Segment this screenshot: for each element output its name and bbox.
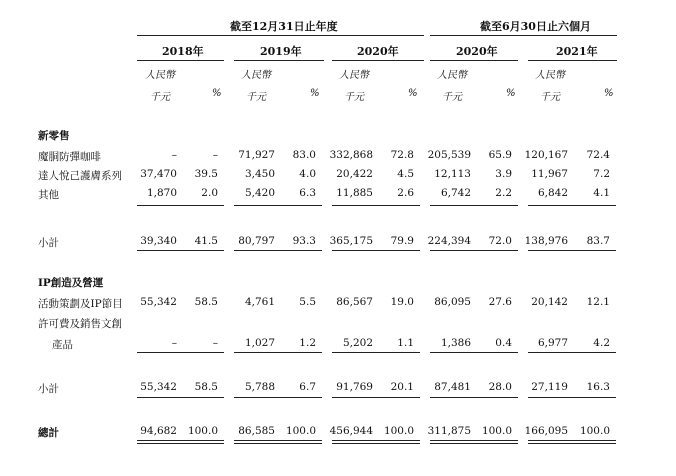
cell-r1-col5: 72.8 <box>390 149 414 161</box>
unit-rmb-2018: 人民幣 <box>145 70 175 81</box>
unit-rmb-2020-h1: 人民幣 <box>437 70 467 81</box>
cell-r3-col2: 5,420 <box>244 187 275 199</box>
cell-r4-col0: 39,340 <box>140 235 177 247</box>
cell-r6-col3: 1.2 <box>299 337 316 349</box>
year-underline-5 <box>528 60 617 61</box>
cell-r2-col6: 12,113 <box>434 168 471 180</box>
cell-r2-col3: 4.0 <box>299 168 316 180</box>
rule-total-double-2-0 <box>137 443 224 444</box>
unit-percent-2018: % <box>212 88 222 99</box>
unit-thousand-2020: 千元 <box>344 92 364 103</box>
row-label-skincare: 達人悅己護膚系列 <box>38 170 122 182</box>
unit-rmb-2020: 人民幣 <box>339 70 369 81</box>
unit-percent-2021-h1: % <box>604 88 614 99</box>
cell-r1-col8: 120,167 <box>524 149 568 161</box>
rule-before-subtotal-retail-3 <box>430 205 518 206</box>
year-underline-2 <box>234 60 324 61</box>
rule-after-subtotal-ip-4 <box>528 397 616 398</box>
cell-r2-col0: 37,470 <box>140 168 177 180</box>
rule-total-double-2-3 <box>430 443 518 444</box>
cell-r4-col5: 79.9 <box>390 235 414 247</box>
header-year-end: 截至12月31日止年度 <box>230 20 338 33</box>
year-header-2021-h1: 2021年 <box>556 45 598 58</box>
cell-r1-col3: 83.0 <box>292 149 316 161</box>
cell-r4-col6: 224,394 <box>427 235 471 247</box>
cell-r3-col4: 11,885 <box>336 187 373 199</box>
cell-r6-col6: 1,386 <box>440 337 471 349</box>
cell-r1-col2: 71,927 <box>238 149 275 161</box>
unit-thousand-2018: 千元 <box>150 92 170 103</box>
cell-r1-col4: 332,868 <box>329 149 373 161</box>
cell-r5-col3: 5.5 <box>299 296 316 308</box>
cell-r5-col8: 20,142 <box>531 296 568 308</box>
cell-r6-col2: 1,027 <box>244 337 275 349</box>
rule-before-subtotal-retail-0 <box>137 205 224 206</box>
unit-percent-2020-h1: % <box>506 88 516 99</box>
rule-before-subtotal-ip-1 <box>234 352 322 353</box>
row-label-subtotal-retail: 小計 <box>38 237 59 249</box>
cell-r3-col9: 4.1 <box>593 187 610 199</box>
cell-r3-col6: 6,742 <box>440 187 471 199</box>
header-six-months: 截至6月30日止六個月 <box>480 20 591 33</box>
rule-before-subtotal-ip-3 <box>430 352 518 353</box>
rule-after-subtotal-retail-1 <box>234 250 322 251</box>
rule-after-subtotal-retail-2 <box>332 250 420 251</box>
cell-r8-col1: 100.0 <box>187 425 218 437</box>
rule-total-double-2-2 <box>332 443 420 444</box>
cell-r4-col1: 41.5 <box>194 235 218 247</box>
cell-r1-col1: – <box>212 149 218 161</box>
cell-r4-col4: 365,175 <box>329 235 373 247</box>
row-label-license-fee-cont: 產品 <box>52 339 73 351</box>
cell-r6-col4: 5,202 <box>342 337 373 349</box>
cell-r4-col2: 80,797 <box>238 235 275 247</box>
year-underline-1 <box>137 60 224 61</box>
cell-r2-col2: 3,450 <box>244 168 275 180</box>
cell-r8-col9: 100.0 <box>579 425 610 437</box>
row-label-license-fee: 許可費及銷售文創 <box>38 318 122 330</box>
cell-r4-col8: 138,976 <box>524 235 568 247</box>
cell-r7-col9: 16.3 <box>586 381 610 393</box>
cell-r6-col9: 4.2 <box>593 337 610 349</box>
cell-r1-col9: 72.4 <box>586 149 610 161</box>
group-underline-six-months <box>430 35 617 36</box>
rule-total-double-1-2 <box>332 440 420 441</box>
cell-r5-col9: 12.1 <box>586 296 610 308</box>
cell-r7-col0: 55,342 <box>140 381 177 393</box>
cell-r5-col6: 86,095 <box>434 296 471 308</box>
rule-total-double-1-1 <box>234 440 322 441</box>
cell-r5-col0: 55,342 <box>140 296 177 308</box>
cell-r4-col3: 93.3 <box>292 235 316 247</box>
unit-percent-2019: % <box>310 88 320 99</box>
cell-r3-col0: 1,870 <box>146 187 177 199</box>
rule-total-double-1-3 <box>430 440 518 441</box>
rule-before-subtotal-retail-1 <box>234 205 322 206</box>
cell-r8-col8: 166,095 <box>524 425 568 437</box>
rule-total-double-2-4 <box>528 443 616 444</box>
row-label-others: 其他 <box>38 189 59 201</box>
cell-r3-col7: 2.2 <box>495 187 512 199</box>
year-underline-4 <box>430 60 518 61</box>
cell-r8-col4: 456,944 <box>329 425 373 437</box>
rule-after-subtotal-ip-3 <box>430 397 518 398</box>
cell-r7-col2: 5,788 <box>244 381 275 393</box>
rule-before-subtotal-retail-4 <box>528 205 616 206</box>
cell-r3-col1: 2.0 <box>201 187 218 199</box>
rule-after-subtotal-ip-2 <box>332 397 420 398</box>
cell-r7-col8: 27,119 <box>531 381 568 393</box>
cell-r5-col7: 27.6 <box>488 296 512 308</box>
rule-before-subtotal-ip-2 <box>332 352 420 353</box>
year-underline-3 <box>332 60 424 61</box>
cell-r2-col5: 4.5 <box>397 168 414 180</box>
unit-percent-2020: % <box>408 88 418 99</box>
group-underline-year-end <box>137 35 424 36</box>
year-header-2020-h1: 2020年 <box>456 45 498 58</box>
rule-total-double-1-0 <box>137 440 224 441</box>
cell-r4-col7: 72.0 <box>488 235 512 247</box>
unit-rmb-2019: 人民幣 <box>241 70 271 81</box>
cell-r8-col3: 100.0 <box>285 425 316 437</box>
rule-before-subtotal-ip-4 <box>528 352 616 353</box>
year-header-2019: 2019年 <box>260 45 302 58</box>
cell-r7-col1: 58.5 <box>194 381 218 393</box>
rule-before-subtotal-ip-0 <box>137 352 224 353</box>
cell-r8-col7: 100.0 <box>481 425 512 437</box>
cell-r7-col5: 20.1 <box>390 381 414 393</box>
cell-r1-col6: 205,539 <box>427 149 471 161</box>
row-label-event-planning: 活動策劃及IP節目 <box>38 298 123 310</box>
rule-after-subtotal-retail-4 <box>528 250 616 251</box>
cell-r6-col8: 6,977 <box>537 337 568 349</box>
section-ip: IP創造及營運 <box>38 277 104 289</box>
unit-thousand-2021-h1: 千元 <box>540 92 560 103</box>
cell-r8-col6: 311,875 <box>427 425 471 437</box>
cell-r6-col5: 1.1 <box>397 337 414 349</box>
cell-r3-col8: 6,842 <box>537 187 568 199</box>
cell-r7-col3: 6.7 <box>299 381 316 393</box>
cell-r2-col7: 3.9 <box>495 168 512 180</box>
rule-after-subtotal-retail-0 <box>137 250 224 251</box>
rule-after-subtotal-ip-0 <box>137 397 224 398</box>
cell-r1-col7: 65.9 <box>488 149 512 161</box>
cell-r7-col4: 91,769 <box>336 381 373 393</box>
rule-total-double-1-4 <box>528 440 616 441</box>
cell-r6-col1: – <box>212 337 218 349</box>
cell-r8-col2: 86,585 <box>238 425 275 437</box>
cell-r7-col7: 28.0 <box>488 381 512 393</box>
unit-thousand-2020-h1: 千元 <box>442 92 462 103</box>
cell-r7-col6: 87,481 <box>434 381 471 393</box>
rule-after-subtotal-retail-3 <box>430 250 518 251</box>
cell-r2-col9: 7.2 <box>593 168 610 180</box>
cell-r5-col1: 58.5 <box>194 296 218 308</box>
section-new-retail: 新零售 <box>38 130 70 142</box>
row-label-total: 總計 <box>38 427 59 439</box>
cell-r2-col8: 11,967 <box>531 168 568 180</box>
cell-r1-col0: – <box>171 149 177 161</box>
unit-rmb-2021-h1: 人民幣 <box>535 70 565 81</box>
cell-r2-col1: 39.5 <box>194 168 218 180</box>
row-label-bulletproof-coffee: 魔胴防彈咖啡 <box>38 151 101 163</box>
cell-r5-col4: 86,567 <box>336 296 373 308</box>
cell-r3-col5: 2.6 <box>397 187 414 199</box>
row-label-subtotal-ip: 小計 <box>38 383 59 395</box>
cell-r6-col0: – <box>171 337 177 349</box>
rule-before-subtotal-retail-2 <box>332 205 420 206</box>
cell-r5-col2: 4,761 <box>244 296 275 308</box>
cell-r8-col5: 100.0 <box>383 425 414 437</box>
cell-r4-col9: 83.7 <box>586 235 610 247</box>
cell-r3-col3: 6.3 <box>299 187 316 199</box>
cell-r2-col4: 20,422 <box>336 168 373 180</box>
rule-total-double-2-1 <box>234 443 322 444</box>
year-header-2018: 2018年 <box>162 45 204 58</box>
cell-r5-col5: 19.0 <box>390 296 414 308</box>
year-header-2020: 2020年 <box>357 45 399 58</box>
cell-r6-col7: 0.4 <box>495 337 512 349</box>
cell-r8-col0: 94,682 <box>140 425 177 437</box>
rule-after-subtotal-ip-1 <box>234 397 322 398</box>
unit-thousand-2019: 千元 <box>246 92 266 103</box>
